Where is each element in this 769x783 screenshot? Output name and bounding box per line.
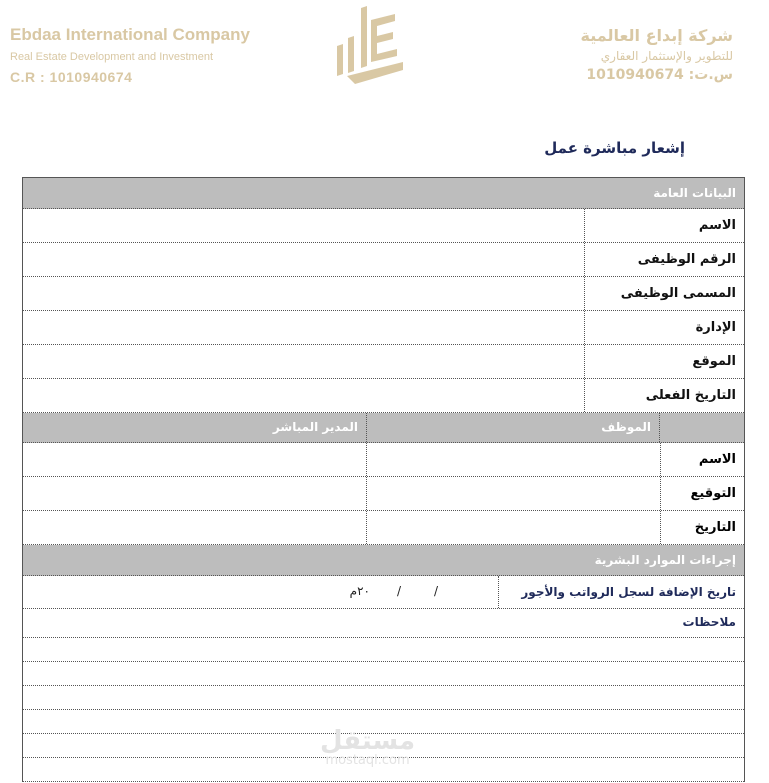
date-separator: /: [396, 584, 401, 598]
signature-row-date: [23, 511, 744, 545]
blank-header-cell: [659, 413, 744, 442]
watermark-domain: mostaql.com: [325, 753, 410, 768]
signature-row-name: [23, 443, 744, 477]
field-label: الإدارة: [584, 311, 744, 344]
field-value-input[interactable]: [23, 277, 584, 310]
field-value-input[interactable]: [23, 311, 584, 344]
field-row-location: [23, 345, 744, 379]
field-row-actual-date: [23, 379, 744, 413]
notes-line[interactable]: [23, 662, 744, 686]
field-label: الاسم: [584, 209, 744, 242]
section-hr: إجراءات الموارد البشرية: [23, 545, 744, 576]
field-label: الرقم الوظيفى: [584, 243, 744, 276]
watermark: [320, 728, 415, 768]
notes-line[interactable]: [23, 686, 744, 710]
section-general: البيانات العامة: [23, 178, 744, 209]
employee-cell[interactable]: [366, 443, 660, 476]
notes-line[interactable]: [23, 638, 744, 662]
header-arabic: [581, 26, 733, 83]
field-label: الموقع: [584, 345, 744, 378]
notes-label: ملاحظات: [23, 609, 744, 638]
work-start-form: [22, 177, 745, 782]
signature-column-header: [23, 413, 744, 443]
payroll-date-field[interactable]: [23, 576, 498, 608]
field-row-job-title: [23, 277, 744, 311]
company-logo: [333, 4, 405, 86]
payroll-date-row: [23, 576, 744, 609]
english-cr-number: C.R : 1010940674: [10, 69, 133, 85]
signature-row-signature: [23, 477, 744, 511]
employee-column-header: الموظف: [366, 413, 659, 442]
employee-cell[interactable]: [366, 477, 660, 510]
field-label: المسمى الوظيفى: [584, 277, 744, 310]
field-value-input[interactable]: [23, 243, 584, 276]
manager-cell[interactable]: [23, 477, 366, 510]
arabic-subtitle: للتطوير والإستثمار العقاري: [600, 49, 733, 63]
document-title: إشعار مباشرة عمل: [544, 139, 685, 157]
date-separator: /: [433, 584, 438, 598]
field-row-department: [23, 311, 744, 345]
field-value-input[interactable]: [23, 209, 584, 242]
signature-label: التوقيع: [660, 477, 744, 510]
manager-column-header: المدير المباشر: [272, 420, 358, 434]
arabic-company-name: شركة إبداع العالمية: [580, 26, 733, 45]
watermark-arabic: مستقل: [320, 726, 416, 756]
signature-label: الاسم: [660, 443, 744, 476]
field-label: التاريخ الفعلى: [584, 379, 744, 412]
field-value-input[interactable]: [23, 379, 584, 412]
date-year-suffix: ٢٠م: [349, 584, 370, 598]
payroll-date-label: تاريخ الإضافة لسجل الرواتب والأجور: [498, 576, 744, 608]
field-value-input[interactable]: [23, 345, 584, 378]
manager-cell[interactable]: [23, 511, 366, 544]
english-company-name: Ebdaa International Company: [10, 25, 250, 44]
arabic-cr-number: س.ت: 1010940674: [586, 67, 733, 83]
english-subtitle: Real Estate Development and Investment: [10, 51, 214, 63]
manager-cell[interactable]: [23, 443, 366, 476]
signature-label: التاريخ: [660, 511, 744, 544]
header-english: [10, 25, 250, 85]
employee-cell[interactable]: [366, 511, 660, 544]
field-row-name: [23, 209, 744, 243]
field-row-employee-number: [23, 243, 744, 277]
